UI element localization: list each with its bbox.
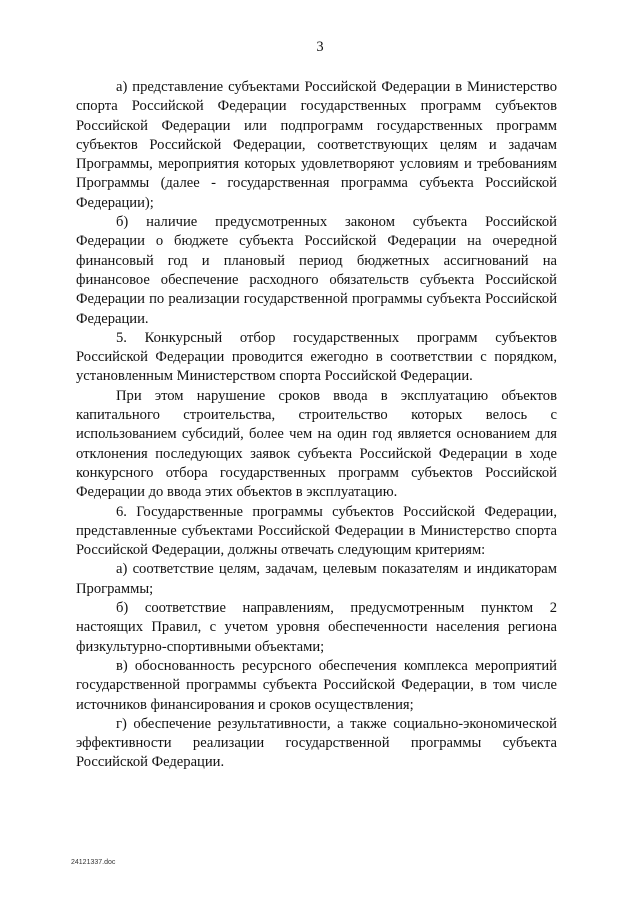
document-body [76, 78, 557, 773]
paragraph-6g: г) обеспечение результативности, а также социально-экономической эффективности реализации государственной программы субъекта Российской Федерации. [76, 715, 557, 771]
paragraph-6v: в) обоснованность ресурсного обеспечения комплекса мероприятий государственной программы субъекта Российской Федерации, в том числе источников финансирования и сроков осуществления; [76, 657, 557, 713]
paragraph-4a: а) представление субъектами Российской Федерации в Министерство спорта Российской Федерации государственных программ субъектов Российской Федерации или подпрограмм государственных программ субъектов Российской Федерации, соответствующих целям и задачам Программы, мероприятия которых удовлетворяют условиям и требованиям Программы (далее - государственная программа субъекта Российской Федерации); [76, 79, 557, 211]
paragraph-6: 6. Государственные программы субъектов Российской Федерации, представленные субъектами Российской Федерации в Министерство спорта Российской Федерации, должны отвечать следующим критериям: [76, 503, 557, 559]
paragraph-6b: б) соответствие направлениям, предусмотренным пунктом 2 настоящих Правил, с учетом уровня обеспеченности населения региона физкультурно-спортивными объектами; [76, 600, 557, 655]
paragraph-5-continued: При этом нарушение сроков ввода в эксплуатацию объектов капитального строительства, строительство которых велось с использованием субсидий, более чем на один год является основанием для отклонения последующих заявок субъекта Российской Федерации в ходе конкурсного отбора государственных программ субъектов Российской Федерации до ввода этих объектов в эксплуатацию. [76, 387, 557, 501]
page-number: 3 [316, 39, 324, 55]
paragraph-4b: б) наличие предусмотренных законом субъекта Российской Федерации о бюджете субъекта Российской Федерации на очередной финансовый год и плановый период бюджетных ассигнований на финансовое обеспечение расходного обязательств субъекта Российской Федерации по реализации государственной программы субъекта Российской Федерации. [76, 214, 557, 327]
paragraph-5: 5. Конкурсный отбор государственных программ субъектов Российской Федерации проводится ежегодно в соответствии с порядком, установленным Министерством спорта Российской Федерации. [76, 329, 557, 385]
document-file-code: 24121337.doc [71, 859, 116, 866]
paragraph-6a: а) соответствие целям, задачам, целевым показателям и индикаторам Программы; [76, 561, 557, 597]
